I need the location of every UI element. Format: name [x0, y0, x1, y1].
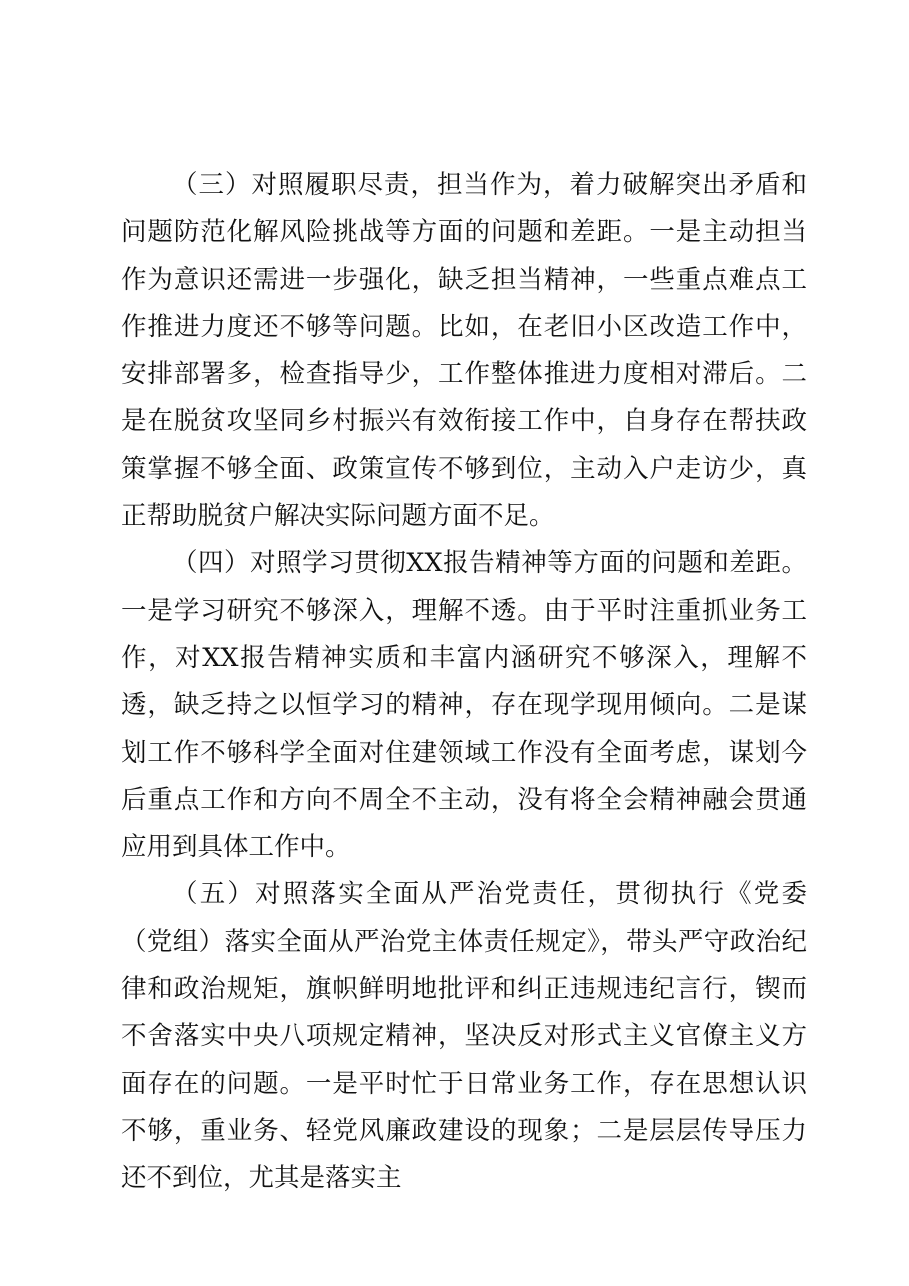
document-body	[121, 162, 807, 1203]
paragraph-section-three: （三）对照履职尽责，担当作为，着力破解突出矛盾和问题防范化解风险挑战等方面的问题和差距。一是主动担当作为意识还需进一步强化，缺乏担当精神，一些重点难点工作推进力度还不够等问题。比如，在老旧小区改造工作中，安排部署多，检查指导少，工作整体推进力度相对滞后。二是在脱贫攻坚同乡村振兴有效衔接工作中，自身存在帮扶政策掌握不够全面、政策宣传不够到位，主动入户走访少，真正帮助脱贫户解决实际问题方面不足。	[121, 170, 807, 532]
paragraph-section-four: （四）对照学习贯彻XX报告精神等方面的问题和差距。一是学习研究不够深入，理解不透。由于平时注重抓业务工作，对XX报告精神实质和丰富内涵研究不够深入，理解不透，缺乏持之以恒学习的精神，存在现学现用倾向。二是谋划工作不够科学全面对住建领域工作没有全面考虑，谋划今后重点工作和方向不周全不主动，没有将全会精神融会贯通应用到具体工作中。	[121, 548, 807, 863]
paragraph-section-five: （五）对照落实全面从严治党责任，贯彻执行《党委（党组）落实全面从严治党主体责任规定》，带头严守政治纪律和政治规矩，旗帜鲜明地批评和纠正违规违纪言行，锲而不舍落实中央八项规定精神，坚决反对形式主义官僚主义方面存在的问题。一是平时忙于日常业务工作，存在思想认识不够，重业务、轻党风廉政建设的现象；二是层层传导压力还不到位，尤其是落实主	[121, 879, 807, 1194]
